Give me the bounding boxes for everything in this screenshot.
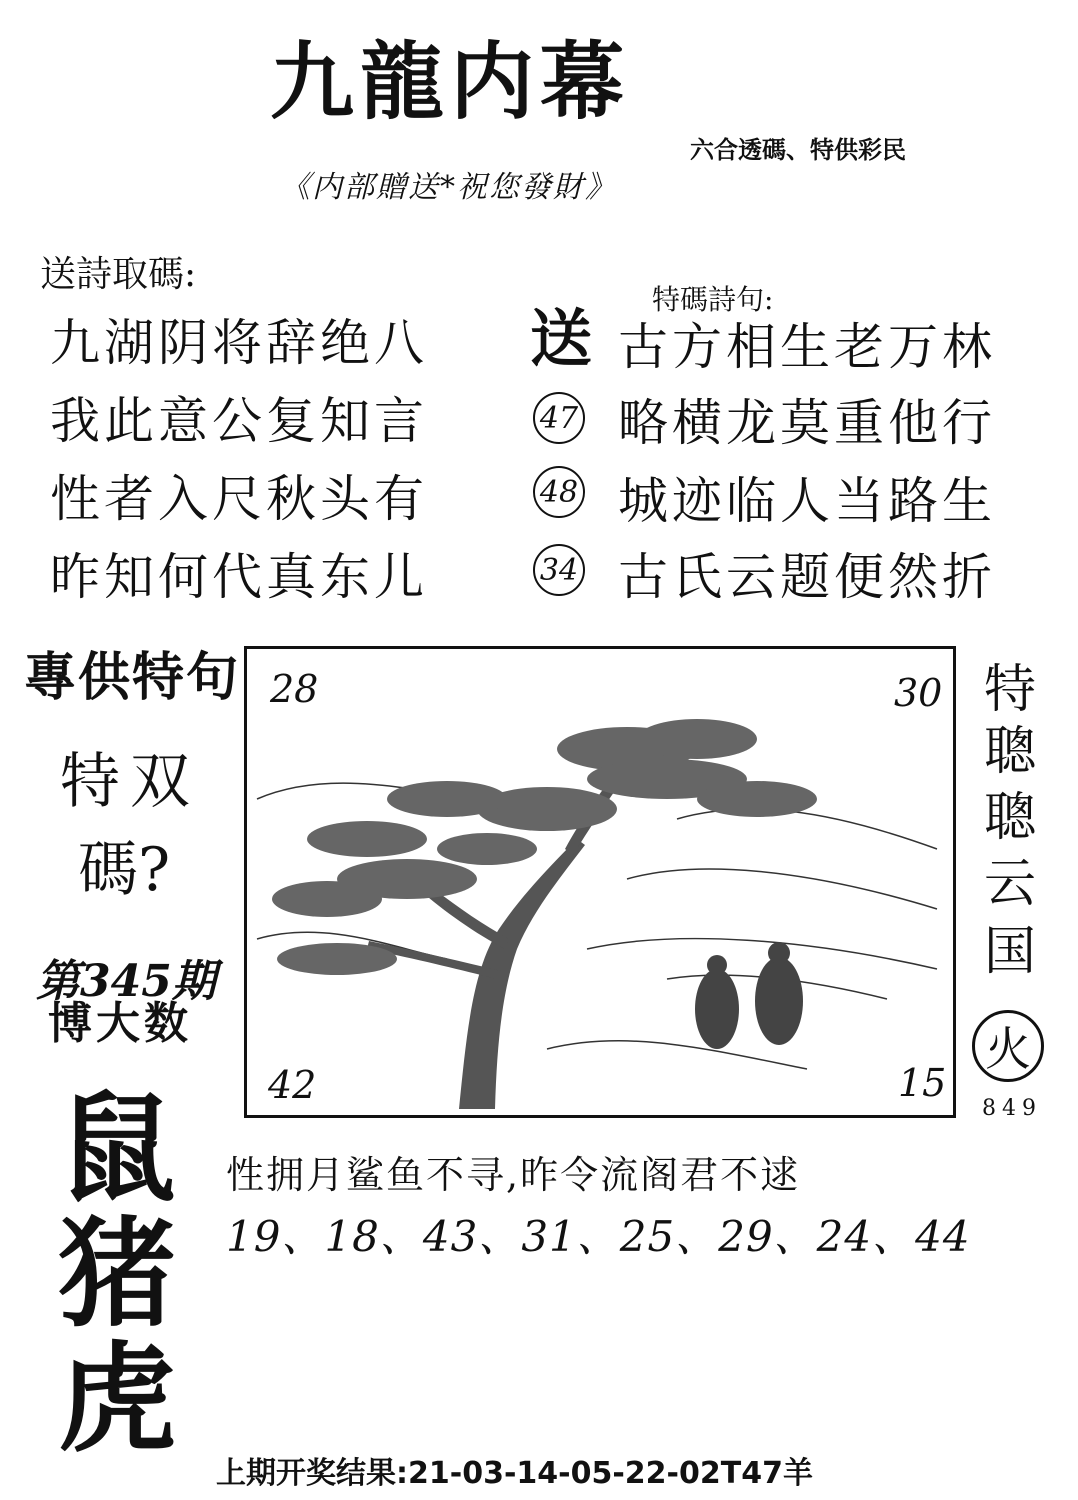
zodiac-char: 鼠 xyxy=(58,1079,177,1218)
vertical-char: 国 xyxy=(984,922,1037,982)
page-title: 九龍内幕 xyxy=(270,32,631,131)
double-code-line-2: 碼? xyxy=(78,835,171,905)
special-poem-line: 古氏云题便然折 xyxy=(618,548,996,606)
poem-line: 我此意公复知言 xyxy=(50,392,428,450)
circled-number: 34 xyxy=(533,544,585,596)
corner-number-top-right: 30 xyxy=(894,671,943,715)
vertical-char: 聰 xyxy=(984,722,1037,782)
corner-number-bottom-left: 42 xyxy=(268,1063,317,1107)
corner-number-top-left: 28 xyxy=(270,667,319,711)
subtitle: 《内部贈送*祝您發財》 xyxy=(280,170,617,205)
special-poem-line: 城迹临人当路生 xyxy=(618,472,996,530)
bo-da-label: 博大数 xyxy=(48,998,192,1049)
vertical-char: 云 xyxy=(984,854,1037,914)
send-char: 送 xyxy=(530,302,593,375)
special-poem-label: 特碼詩句: xyxy=(652,283,774,316)
zodiac-char: 虎 xyxy=(58,1329,177,1468)
tagline: 六合透碼、特供彩民 xyxy=(690,135,906,164)
special-poem-line: 古方相生老万林 xyxy=(618,318,996,376)
tree-landscape-drawing xyxy=(247,649,953,1115)
circled-number: 48 xyxy=(533,466,585,518)
circled-number: 47 xyxy=(533,392,585,444)
poem-label: 送詩取碼: xyxy=(40,254,197,295)
code-label: 849 xyxy=(982,1096,1042,1121)
vertical-char: 聰 xyxy=(984,788,1037,848)
special-poem-line: 略横龙莫重他行 xyxy=(618,394,996,452)
corner-number-bottom-right: 15 xyxy=(898,1061,947,1105)
poem-line: 昨知何代真东儿 xyxy=(50,548,428,606)
vertical-char: 特 xyxy=(984,660,1037,720)
issue-number: 第345期 xyxy=(36,956,216,1007)
last-result: 上期开奖结果:21-03-14-05-22-02T47羊 xyxy=(216,1456,813,1491)
landscape-illustration xyxy=(244,646,956,1118)
main-numbers: 19、18、43、31、25、29、24、44 xyxy=(226,1212,971,1261)
double-code-line-1: 特双 xyxy=(60,747,200,817)
main-poem-line: 性拥月鲨鱼不寻,昨令流阁君不逑 xyxy=(226,1153,801,1197)
zodiac-char: 猪 xyxy=(58,1204,177,1343)
special-sentence-label: 專供特句 xyxy=(24,647,241,708)
poem-line: 性者入尺秋头有 xyxy=(50,470,428,528)
circled-fire-char: 火 xyxy=(972,1010,1044,1082)
poem-line: 九湖阴将辞绝八 xyxy=(50,314,428,372)
